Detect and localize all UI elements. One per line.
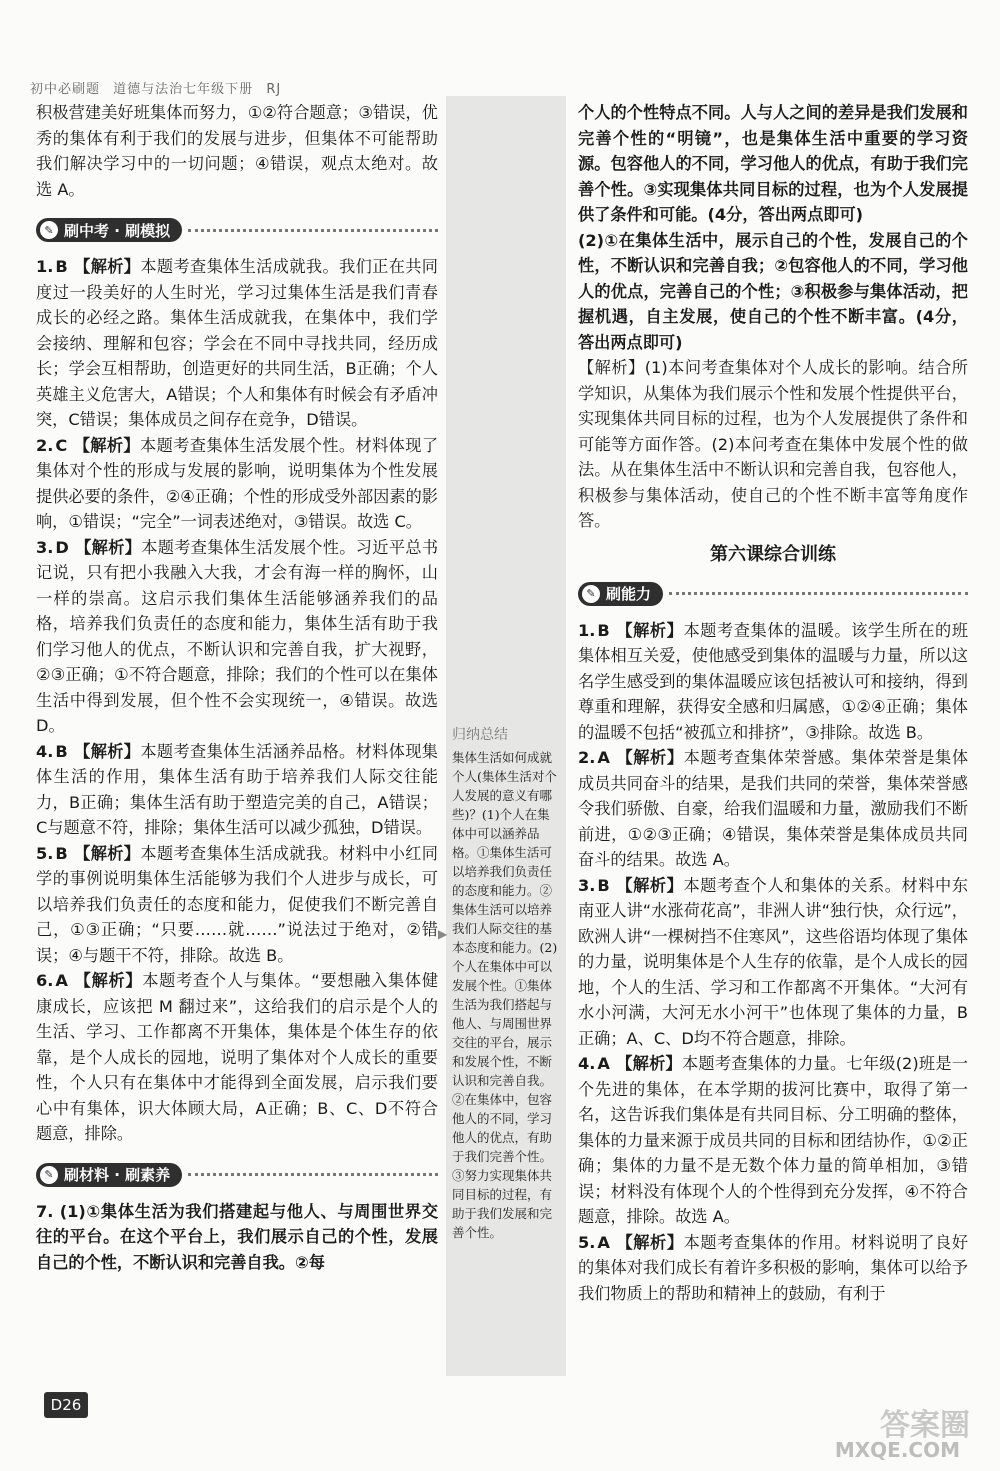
lesson-title: 第六课综合训练 [710, 543, 836, 565]
answer-item-r1: 1. B 【解析】本题考查集体的温暖。该学生所在的班集体相互关爱，使他感受到集体的温暖与力量，所以这名学生感受到的集体温暖应该包括被认可和接纳，得到尊重和理解，获得安全感和归属感，①②④正确；集体的温暖不包括“被孤立和排挤”，③排除。故选 B。 [578, 620, 969, 742]
arrow-marker-icon: ▶ [438, 927, 448, 941]
section-banner-exam [36, 216, 438, 244]
dotted-divider [188, 229, 438, 232]
pencil-icon: ✎ [40, 1166, 58, 1184]
answer-item-r4: 4. A 【解析】本题考查集体的力量。七年级(2)班是一个先进的集体，在本学期的拔河比赛中，取得了第一名，这告诉我们集体是有共同目标、分工明确的整体，集体的力量来源于成员共同的目标和团结协作，①②正确；集体的力量不是无数个体力量的简单相加，③错误；材料没有体现个人的个性得到充分发挥，④不符合题意，排除。故选 A。 [578, 1054, 968, 1226]
watermark-site: MXQE.COM [834, 1438, 960, 1462]
answer-item-1: 1. B 【解析】本题考查集体生活成就我。我们正在共同度过一段美好的人生时光，学习过集体生活是我们青春成长的必经之路。集体生活成就我，在集体中，我们学会接纳、理解和包容；学会在不同中寻找共同，经历成长；学会互相帮助，创造更好的共同生活，B正确；个人英雄主义危害大，A错误；个人和集体有时候会有矛盾冲突，C错误；集体成员之间存在竞争，D错误。 [36, 257, 438, 429]
book-title: 初中必刷题 [30, 82, 101, 97]
edition-label: RJ [266, 82, 282, 97]
summary-text: 集体生活如何成就个人(集体生活对个人发展的意义有哪些)？(1)个人在集体中可以涵养品格。①集体生活可以培养我们负责任的态度和能力。②集体生活可以培养我们人际交往的基本态度和能力。(2)个人在集体中可以发展个性。①集体生活为我们搭起与他人、与周围世界交往的平台，展示和发展个性，不断认识和完善自我。②在集体中，包容他人的不同，学习他人的优点，有助于我们完善个性。③努力实现集体共同目标的过程，有助于我们发展和完善个性。 [452, 750, 558, 1240]
answer-item-7: 7. (1)①集体生活为我们搭建起与他人、与周围世界交往的平台。在这个平台上，我们展示自己的个性，发展自己的个性，不断认识和完善自我。②每 [36, 1201, 439, 1272]
page-number: D26 [44, 1392, 88, 1418]
banner-pill [36, 218, 182, 242]
dotted-divider [188, 1173, 438, 1176]
answer-part-2: (2)①在集体生活中，展示自己的个性，发展自己的个性，不断认识和完善自我；②包容他人的不同，学习他人的优点，完善自己的个性；③积极参与集体活动，把握机遇，自主发展，使自己的个性不断丰富。(4分，答出两点即可) [578, 230, 968, 352]
subject-title: 道德与法治七年级下册 [113, 82, 254, 97]
pencil-icon: ✎ [40, 221, 58, 239]
right-column [578, 100, 968, 1306]
answer-item-3: 3. D 【解析】本题考查集体生活发展个性。习近平总书记说，只有把小我融入大我，才会有海一样的胸怀，山一样的崇高。这启示我们集体生活能够涵养我们的品格，培养我们负责任的态度和能力，集体生活有助于我们学习他人的优点，不断认识和完善自我，扩大视野，②③正确；①不符合题意，排除；我们的个性可以在集体生活中得到发展，但个性不会实现统一，④错误。故选 D。 [36, 537, 439, 735]
pencil-icon: ✎ [582, 585, 600, 603]
banner-pill [36, 1163, 182, 1187]
answer-item-2: 2. C 【解析】本题考查集体生活发展个性。材料体现了集体对个性的形成与发展的影响，说明集体为个性发展提供必要的条件，②④正确；个性的形成受外部因素的影响，①错误；“完全”一词表述绝对，③错误。故选 C。 [36, 435, 439, 531]
answer-item-4: 4. B 【解析】本题考查集体生活涵养品格。材料体现集体生活的作用，集体生活有助于培养我们人际交往能力，B正确；集体生活有助于塑造完美的自己，A错误；C与题意不符，排除；集体生活可以减少孤独，D错误。 [36, 741, 438, 837]
analysis-paragraph: 【解析】(1)本问考查集体对个人成长的影响。结合所学知识，从集体为我们展示个性和发展个性提供平台，实现集体共同目标的过程，也为个人发展提供了条件和可能等方面作答。(2)本问考查在集体中发展个性的做法。从在集体生活中不断认识和完善自我，包容他人，积极参与集体活动，使自己的个性不断丰富等角度作答。 [578, 358, 968, 530]
answer-item-5: 5. B 【解析】本题考查集体生活成就我。材料中小红同学的事例说明集体生活能够为我们个人进步与成长，可以培养我们负责任的态度和能力，促使我们不断完善自己，①③正确；“只要……就……”说法过于绝对，②错误；④与题干不符，排除。故选 B。 [36, 843, 438, 965]
banner-label: 刷能力 [606, 585, 652, 603]
banner-label: 刷材料 · 刷素养 [64, 1166, 171, 1184]
banner-pill [578, 582, 663, 606]
summary-sidebar [446, 96, 566, 1376]
section-banner-material [36, 1161, 438, 1189]
watermark-logo: 答案圈 [880, 1408, 970, 1443]
answer-item-r2: 2. A 【解析】本题考查集体荣誉感。集体荣誉是集体成员共同奋斗的结果，是我们共同的荣誉，集体荣誉感令我们骄傲、自豪，给我们温暖和力量，激励我们不断前进，①②③正确；④错误，集体荣誉是集体成员共同奋斗的结果。故选 A。 [578, 748, 969, 869]
answer-item-6: 6. A 【解析】本题考查个人与集体。“要想融入集体健康成长，应该把 M 翻过来”，这给我们的启示是个人的生活、学习、工作都离不开集体，集体是个体生存的依靠，是个人成长的园地，说明了集体对个人成长的重要性，个人只有在集体中才能得到全面发展，启示我们要心中有集体，识大体顾大局，A正确；B、C、D不符合题意，排除。 [36, 971, 438, 1143]
continued-answer: 个人的个性特点不同。人与人之间的差异是我们发展和完善个性的“明镜”，也是集体生活中重要的学习资源。包容他人的不同，学习他人的优点，有助于我们完善个性。③实现集体共同目标的过程，也为个人发展提供了条件和可能。(4分，答出两点即可) [578, 103, 968, 224]
left-column [36, 100, 438, 1275]
answer-item-r5: 5. A 【解析】本题考查集体的作用。材料说明了良好的集体对我们成长有着许多积极的影响，集体可以给予我们物质上的帮助和精神上的鼓励，有利于 [578, 1232, 969, 1303]
answer-item-r3: 3. B 【解析】本题考查个人和集体的关系。材料中东南亚人讲“水涨荷花高”，非洲人讲“独行快，众行远”，欧洲人讲“一棵树挡不住寒风”，这些俗语均体现了集体的力量，说明集体是个人生存的依靠，是个人成长的园地，个人的生活、学习和工作都离不开集体。“大河有水小河满，大河无水小河干”也体现了集体的力量，B正确；A、C、D均不符合题意，排除。 [578, 875, 969, 1048]
dotted-divider [669, 592, 968, 595]
intro-paragraph: 积极营建美好班集体而努力，①②符合题意；③错误，优秀的集体有利于我们的发展与进步，但集体不可能帮助我们解决学习中的一切问题；④错误，观点太绝对。故选 A。 [36, 103, 438, 199]
summary-title: 归纳总结 [452, 727, 508, 743]
banner-label: 刷中考 · 刷模拟 [64, 221, 171, 240]
section-banner-ability [578, 580, 968, 608]
